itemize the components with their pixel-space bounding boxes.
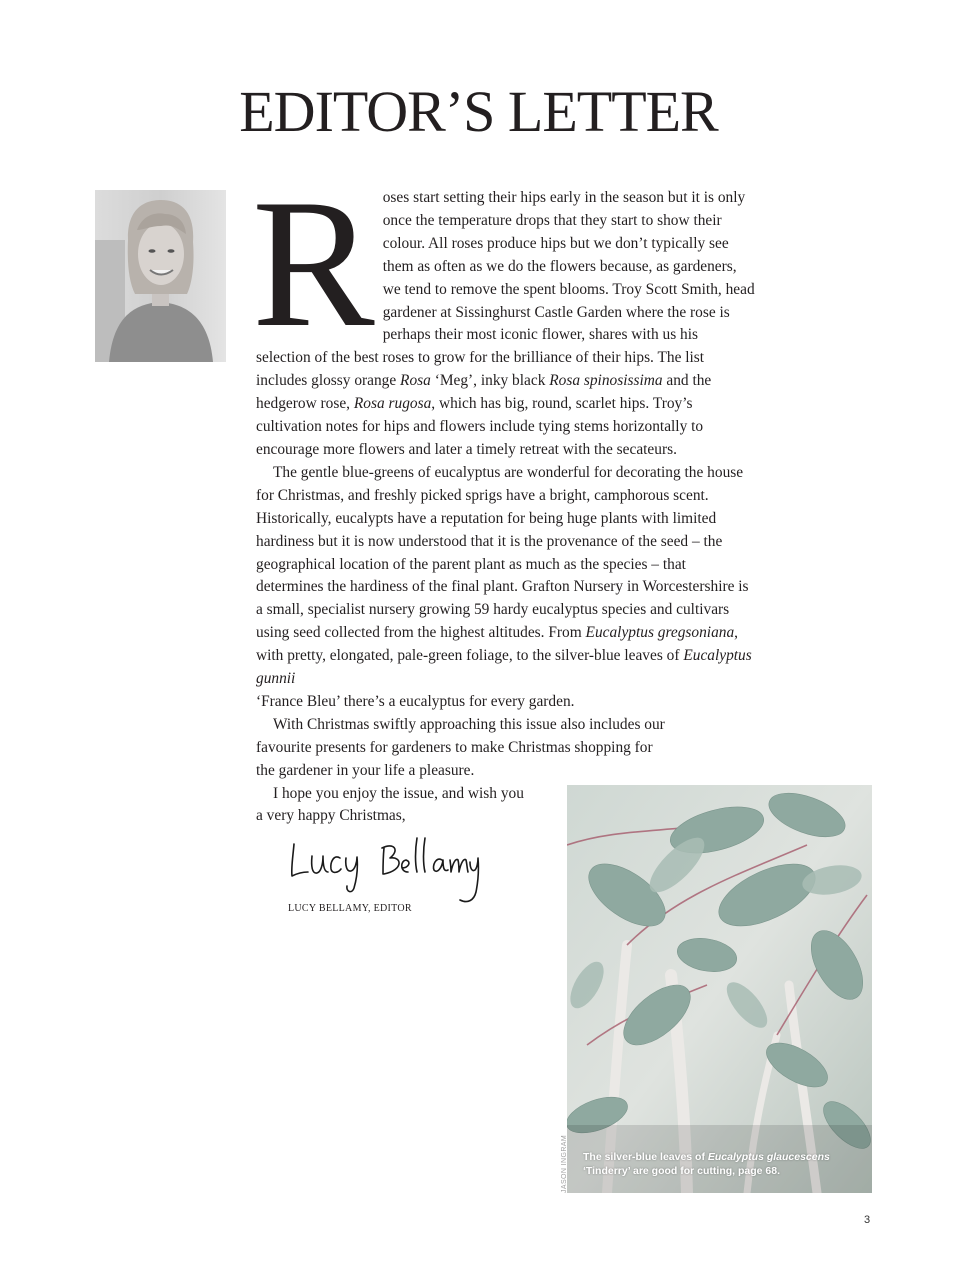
paragraph-christmas xyxy=(256,714,756,783)
letter-text: With Christmas swiftly approaching this issue also includes our xyxy=(273,715,665,733)
plant-name: Rosa spinosissima xyxy=(549,372,663,390)
letter-text: a very happy Christmas, xyxy=(256,807,406,825)
caption-text: ‘Tinderry’ are good for cutting, page 68. xyxy=(583,1165,781,1177)
caption-text: The silver-blue leaves of xyxy=(583,1151,708,1163)
dropcap-letter: R xyxy=(252,161,375,365)
page-title: EDITOR’S LETTER xyxy=(239,79,718,144)
editors-letter-body xyxy=(252,161,756,828)
caption-species: Eucalyptus glaucescens xyxy=(707,1151,830,1163)
letter-text: ‘Meg’, inky black xyxy=(430,372,550,390)
signature-credit: LUCY BELLAMY, EDITOR xyxy=(288,903,412,914)
eucalyptus-photo xyxy=(567,785,872,1193)
photo-credit: JASON INGRAM xyxy=(561,1134,568,1193)
plant-name: Eucalyptus gregsoniana xyxy=(585,624,735,642)
page-number: 3 xyxy=(864,1214,871,1226)
paragraph-eucalyptus xyxy=(256,462,756,714)
letter-text: favourite presents for gardeners to make Christmas shopping for xyxy=(256,738,653,756)
plant-name: Eucalyptus gunnii xyxy=(256,647,752,688)
photo-caption xyxy=(583,1150,863,1178)
letter-text: The gentle blue-greens of eucalyptus are wonderful for decorating the house for Christmas, and freshly picked sprigs have a bright, camphorous scent. Historically, eucalypts have a reputation for being huge plants with limited hardiness but it is now understood that it is the provenance of the seed – the geographical location of the parent plant as much as the species – that determines the hardiness of the final plant. Grafton Nursery in Worcestershire is a small, specialist nursery growing 59 hardy eucalyptus species and cultivars using seed collected from the highest altitudes. From xyxy=(256,463,749,642)
editor-signature xyxy=(284,828,484,914)
letter-text: and the hedgerow rose, xyxy=(256,372,712,413)
letter-text: oses start setting their hips early in the season but it is only once the temperature drops that they start to show their colour. All roses produce hips but we don’t typically see them as often as we do the flowers because, as gardeners, we tend to remove the spent blooms. Troy Scott Smith, head gardener at Sissinghurst Castle Garden where the rose is perhaps their most iconic flower, shares with us his selection of the best roses to grow for the brilliance of their hips. The list includes glossy orange xyxy=(256,189,755,390)
letter-text: , with pretty, elongated, pale-green foliage, to the silver-blue leaves of xyxy=(256,624,739,665)
plant-name: Rosa rugosa xyxy=(353,395,432,413)
letter-text: ‘France Bleu’ there’s a eucalyptus for every garden. xyxy=(256,692,575,710)
plant-name: Rosa xyxy=(400,372,431,390)
letter-text: the gardener in your life a pleasure. xyxy=(256,761,475,779)
paragraph-roses xyxy=(252,161,756,462)
letter-text: I hope you enjoy the issue, and wish you xyxy=(273,784,524,802)
editor-portrait-photo xyxy=(95,190,226,362)
letter-text: , which has big, round, scarlet hips. Troy’s cultivation notes for hips and flowers include tying stems horizontally to encourage more flowers and later a timely retreat with the secateurs. xyxy=(256,395,704,458)
